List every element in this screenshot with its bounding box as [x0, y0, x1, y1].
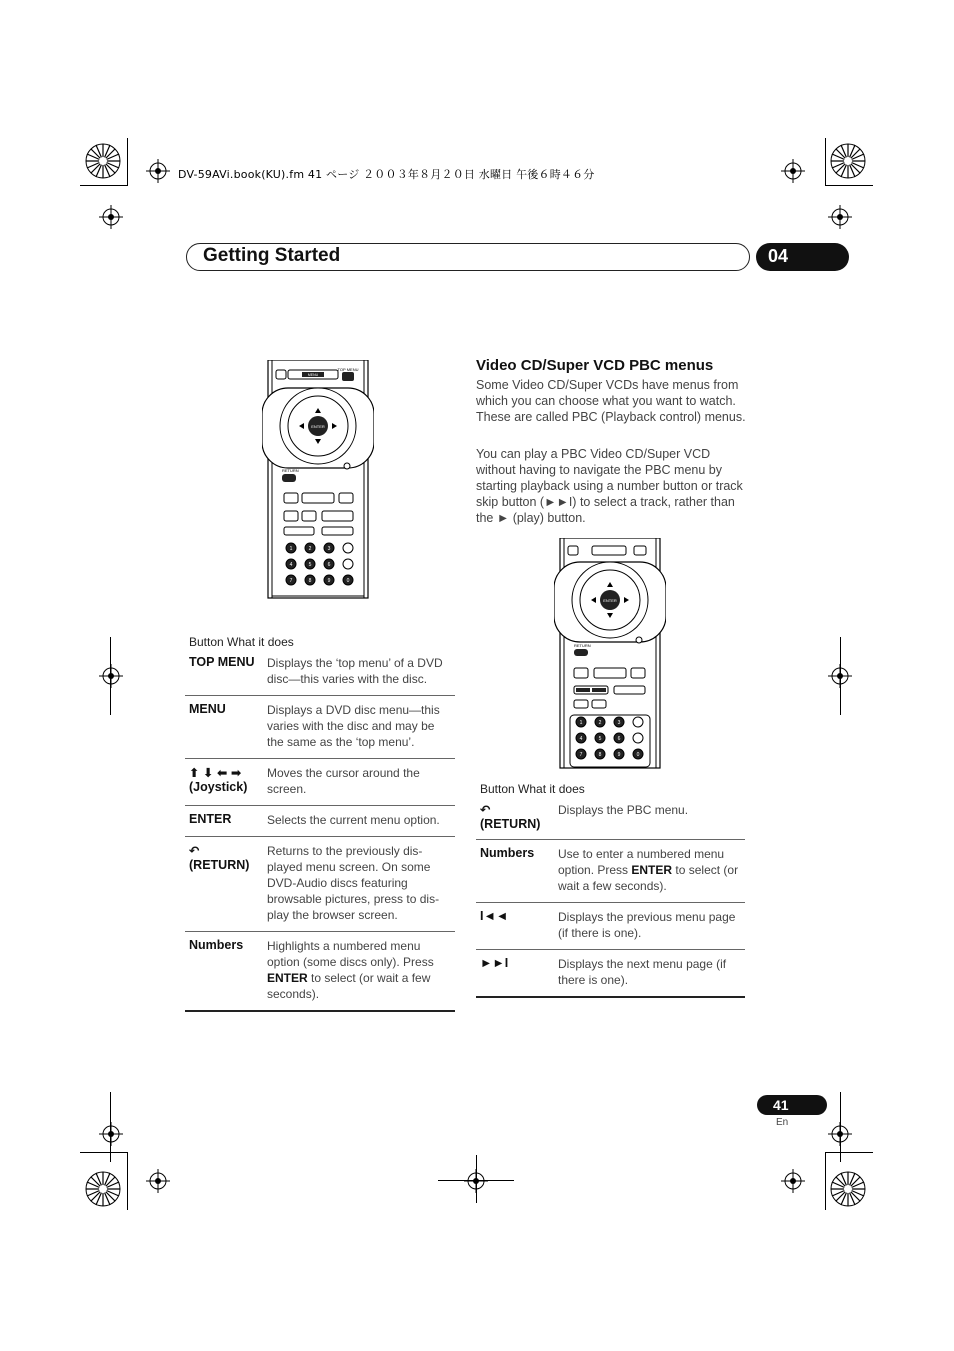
number-key-label: 8	[598, 752, 602, 758]
number-key-label: 2	[308, 546, 312, 552]
number-key-label: 2	[598, 720, 602, 726]
cell-desc: Displays the PBC menu.	[558, 803, 689, 817]
number-key	[633, 733, 643, 743]
next-track-icon: ►►I	[480, 956, 509, 970]
table-body	[476, 796, 745, 998]
crosshair-icon	[781, 1169, 805, 1193]
crosshair-icon	[828, 205, 852, 229]
table-row	[476, 950, 745, 998]
enter-key-label: ENTER	[603, 598, 617, 603]
cell-button	[185, 843, 267, 923]
cell-button	[185, 765, 267, 797]
cell-desc: Selects the current menu option.	[267, 813, 440, 827]
cell-desc: Displays a DVD disc menu—this varies with the disc and may be the same as the ‘top menu’.	[267, 703, 440, 749]
header-button: Button	[189, 635, 224, 649]
number-key-label: 4	[579, 736, 583, 742]
number-key-label: 0	[346, 578, 350, 584]
table-row	[185, 649, 455, 696]
header-what: What it does	[518, 782, 585, 796]
starburst-icon	[829, 1170, 867, 1208]
section-title-bar	[186, 243, 750, 271]
number-key-label: 3	[327, 546, 331, 552]
cell-button: TOP MENU	[189, 655, 255, 669]
cell-button	[476, 802, 558, 831]
crosshair-icon	[146, 1169, 170, 1193]
cell-desc: Displays the ‘top menu’ of a DVD disc—this varies with the disc.	[267, 656, 443, 686]
number-key	[343, 543, 353, 553]
remote-illustration-1	[262, 360, 374, 600]
previous-track-icon: I◄◄	[480, 909, 509, 923]
header-what: What it does	[227, 635, 294, 649]
cell-button: ENTER	[189, 812, 232, 826]
cell-button-label: (Joystick)	[189, 780, 248, 794]
starburst-icon	[84, 1170, 122, 1208]
number-key-label: 5	[308, 562, 312, 568]
table-row	[185, 932, 455, 1012]
number-key-label: 1	[289, 546, 293, 552]
crosshair-icon	[146, 159, 170, 183]
number-key-label: 1	[579, 720, 583, 726]
number-key-label: 3	[617, 720, 621, 726]
page-number: 41	[773, 1097, 789, 1113]
joystick-arrows-icon: ⬆ ⬇ ⬅ ➡	[189, 766, 242, 780]
table-row	[185, 837, 455, 932]
right-table	[476, 782, 745, 998]
starburst-icon	[829, 142, 867, 180]
table-row	[476, 903, 745, 950]
paragraph-2: You can play a PBC Video CD/Super VCD without having to navigate the PBC menu by starting playback using a number button or track skip button (►►I) to select a track, rather than the ► (play) button.	[476, 447, 743, 525]
header-button: Button	[480, 782, 515, 796]
cell-desc: Displays the previous menu page (if there is one).	[558, 910, 736, 940]
left-table	[185, 635, 455, 1012]
number-key-label: 4	[289, 562, 293, 568]
number-key-label: 7	[579, 752, 583, 758]
number-key-label: 0	[636, 752, 640, 758]
number-key-label: 7	[289, 578, 293, 584]
table-row	[185, 696, 455, 759]
section-title: Getting Started	[203, 245, 341, 266]
return-key-label: RETURN	[574, 643, 591, 648]
number-key-label: 9	[327, 578, 331, 584]
starburst-icon	[84, 142, 122, 180]
number-key-label: 8	[308, 578, 312, 584]
cell-button: Numbers	[480, 846, 535, 860]
cell-button-label: (RETURN)	[480, 817, 541, 831]
crosshair-icon	[99, 1122, 123, 1146]
return-key-label: RETURN	[282, 468, 299, 473]
cell-desc: Returns to the previously dis-played menu screen. On some DVD-Audio discs featuring browsable pictures, press to dis-play the browser screen.	[267, 844, 440, 922]
cell-button: MENU	[189, 702, 226, 716]
cell-button-label: (RETURN)	[189, 858, 250, 872]
cell-desc: Highlights a numbered menu option (some discs only). Press ENTER to select (or wait a few seconds).	[267, 939, 434, 1001]
menu-key-label: MENU	[307, 373, 319, 377]
cell-desc: Moves the cursor around the screen.	[267, 766, 420, 796]
cell-desc: Displays the next menu page (if there is one).	[558, 957, 727, 987]
number-key-label: 6	[617, 736, 621, 742]
page-number-badge	[757, 1095, 827, 1115]
enter-key-label: ENTER	[311, 424, 325, 429]
number-key-label: 5	[598, 736, 602, 742]
number-key	[343, 559, 353, 569]
cell-button: Numbers	[189, 938, 244, 952]
paragraph-1: Some Video CD/Super VCDs have menus from which you can choose what you want to watch. These are called PBC (Playback control) menus.	[476, 378, 746, 424]
crosshair-icon	[99, 664, 123, 688]
chapter-number: 04	[768, 246, 789, 266]
table-row	[476, 796, 745, 840]
cell-desc: Use to enter a numbered menu option. Press ENTER to select (or wait a few seconds).	[558, 847, 739, 893]
section-heading: Video CD/Super VCD PBC menus	[476, 357, 714, 374]
top-menu-key-label: TOP MENU	[337, 367, 359, 372]
return-icon: ↶	[189, 844, 200, 858]
chapter-badge	[756, 243, 849, 271]
remote-illustration-2	[554, 538, 666, 770]
table-row	[185, 759, 455, 806]
table-row	[476, 840, 745, 903]
crosshair-icon	[99, 205, 123, 229]
file-info: DV-59AVi.book(KU).fm 41 ページ ２００３年８月２０日 水曜日 午後６時４６分	[178, 168, 595, 181]
table-body	[185, 649, 455, 1012]
crosshair-icon	[781, 159, 805, 183]
number-key	[633, 717, 643, 727]
language-code: En	[776, 1117, 789, 1128]
table-row	[185, 806, 455, 837]
return-icon: ↶	[480, 803, 491, 817]
table-header	[185, 635, 455, 649]
number-key-label: 9	[617, 752, 621, 758]
number-key-label: 6	[327, 562, 331, 568]
table-header	[476, 782, 745, 796]
